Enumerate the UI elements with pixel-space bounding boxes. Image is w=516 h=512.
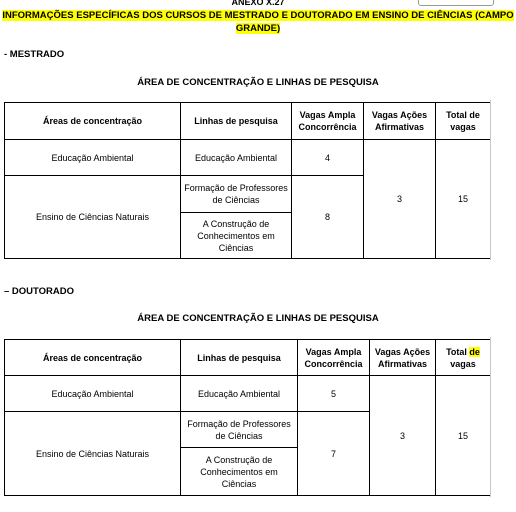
cell-ampla: 8	[292, 176, 364, 259]
cell-acoes: 3	[370, 376, 436, 496]
doutorado-table	[4, 339, 491, 496]
table-row	[5, 140, 491, 176]
cell-area: Ensino de Ciências Naturais	[5, 412, 181, 496]
cell-acoes: 3	[364, 140, 436, 259]
cell-area: Educação Ambiental	[5, 140, 181, 176]
doutorado-subtitle: ÁREA DE CONCENTRAÇÃO E LINHAS DE PESQUISA	[137, 313, 379, 324]
table-header-row	[5, 340, 491, 376]
page-edge-line	[490, 337, 491, 497]
table-row	[5, 376, 491, 412]
page-edge-line	[490, 100, 491, 260]
doutorado-label: – DOUTORADO	[4, 286, 75, 297]
cell-total: 15	[436, 376, 491, 496]
cell-linha: Educação Ambiental	[181, 376, 298, 412]
cell-total: 15	[436, 140, 491, 259]
header-total-part: Total	[446, 346, 470, 357]
header-vagas-ampla: Vagas Ampla Concorrência	[298, 340, 370, 376]
cell-area: Educação Ambiental	[5, 376, 181, 412]
header-vagas-acoes: Vagas Ações Afirmativas	[370, 340, 436, 376]
annex-label: ANEXO X.27	[231, 0, 285, 7]
document-title-text: INFORMAÇÕES ESPECÍFICAS DOS CURSOS DE MESTRADO E DOUTORADO EM ENSINO DE CIÊNCIAS (CAMPO GRANDE)	[2, 10, 514, 34]
header-total	[436, 340, 491, 376]
cell-ampla: 7	[298, 412, 370, 496]
cell-ampla: 5	[298, 376, 370, 412]
header-total-part: vagas	[450, 358, 476, 369]
header-vagas-ampla: Vagas Ampla Concorrência	[292, 103, 364, 140]
cell-area: Ensino de Ciências Naturais	[5, 176, 181, 259]
header-total: Total de vagas	[436, 103, 491, 140]
mestrado-subtitle: ÁREA DE CONCENTRAÇÃO E LINHAS DE PESQUISA	[137, 77, 379, 88]
header-linhas: Linhas de pesquisa	[181, 340, 298, 376]
cell-linha: A Construção de Conhecimentos em Ciências	[181, 448, 298, 496]
cell-linha: Educação Ambiental	[181, 140, 292, 176]
table-header-row	[5, 103, 491, 140]
cell-linha: Formação de Professores de Ciências	[181, 176, 292, 213]
cell-ampla: 4	[292, 140, 364, 176]
header-total-highlight: de	[469, 346, 480, 357]
header-vagas-acoes: Vagas Ações Afirmativas	[364, 103, 436, 140]
page-top-strip	[0, 0, 516, 8]
header-areas: Áreas de concentração	[5, 340, 181, 376]
mestrado-label: - MESTRADO	[4, 49, 65, 60]
cell-linha: Formação de Professores de Ciências	[181, 412, 298, 448]
header-linhas: Linhas de pesquisa	[181, 103, 292, 140]
document-title	[0, 9, 516, 35]
mestrado-table	[4, 102, 491, 259]
header-box	[418, 0, 494, 6]
header-areas: Áreas de concentração	[5, 103, 181, 140]
cell-linha: A Construção de Conhecimentos em Ciências	[181, 213, 292, 259]
